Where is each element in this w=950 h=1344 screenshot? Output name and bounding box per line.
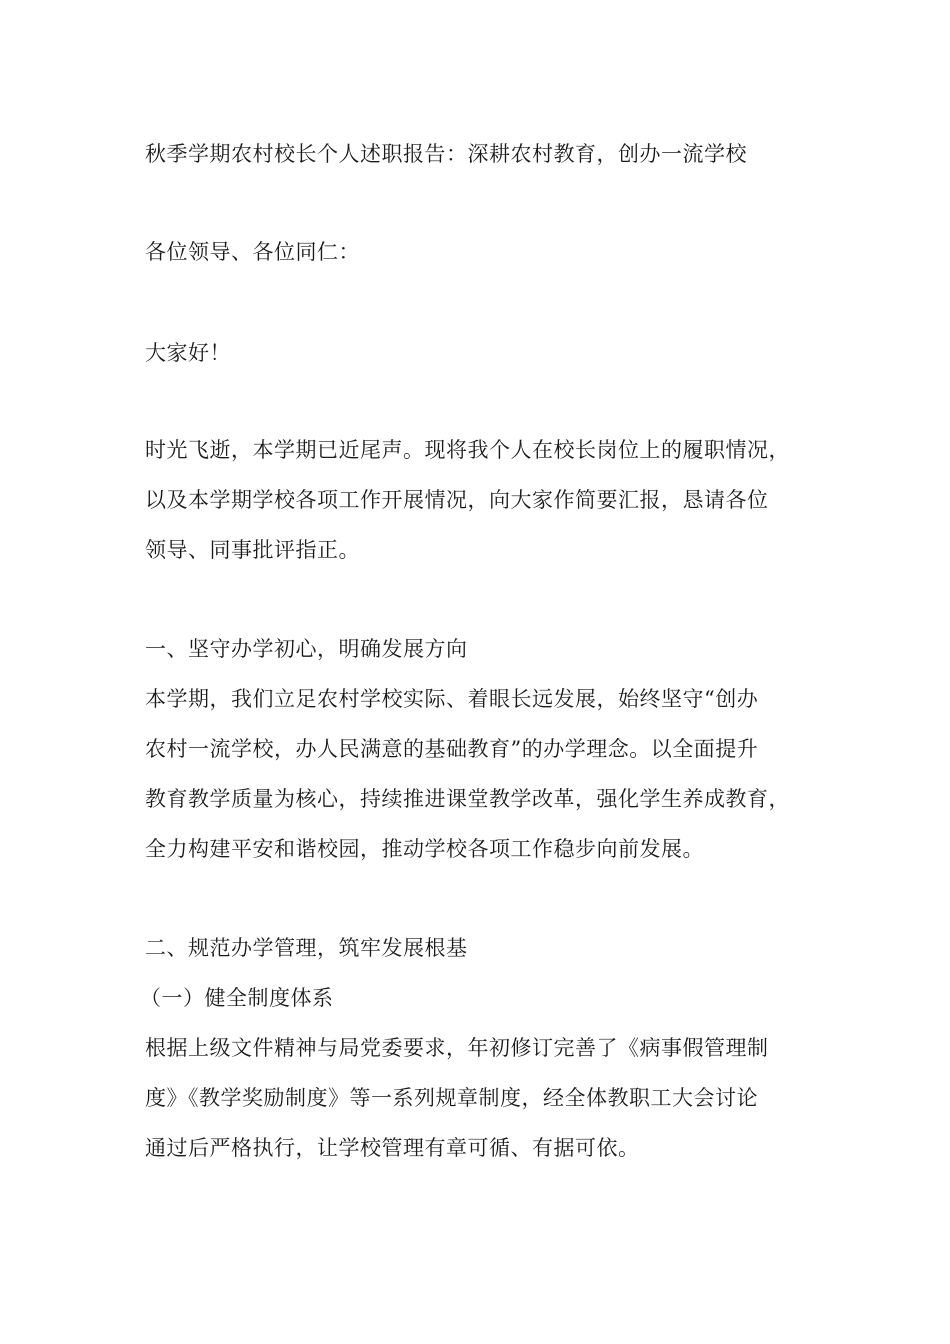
salutation: 各位领导、各位同仁：: [145, 240, 360, 264]
section-2-subheading: （一）健全制度体系: [140, 986, 334, 1010]
intro-line-1: 时光飞逝，本学期已近尾声。现将我个人在校长岗位上的履职情况，: [145, 438, 790, 462]
section-2-line-2: 度》《教学奖励制度》等一系列规章制度，经全体教职工大会讨论: [145, 1086, 758, 1110]
section-2-heading: 二、规范办学管理，筑牢发展根基: [145, 936, 468, 960]
section-2-line-1: 根据上级文件精神与局党委要求，年初修订完善了《病事假管理制: [145, 1036, 769, 1060]
section-1-line-3: 教育教学质量为核心，持续推进课堂教学改革，强化学生养成教育，: [145, 787, 790, 811]
section-1-heading: 一、坚守办学初心，明确发展方向: [145, 637, 468, 661]
section-1-line-2: 农村一流学校，办人民满意的基础教育”的办学理念。以全面提升: [145, 737, 759, 761]
section-1-line-4: 全力构建平安和谐校园，推动学校各项工作稳步向前发展。: [145, 837, 704, 861]
greeting: 大家好！: [145, 341, 231, 365]
intro-line-2: 以及本学期学校各项工作开展情况，向大家作简要汇报，恳请各位: [145, 488, 769, 512]
document-title: 秋季学期农村校长个人述职报告：深耕农村教育，创办一流学校: [145, 142, 747, 166]
section-1-line-1: 本学期，我们立足农村学校实际、着眼长远发展，始终坚守“创办: [145, 687, 759, 711]
section-2-line-3: 通过后严格执行，让学校管理有章可循、有据可依。: [145, 1136, 640, 1160]
intro-line-3: 领导、同事批评指正。: [145, 538, 360, 562]
